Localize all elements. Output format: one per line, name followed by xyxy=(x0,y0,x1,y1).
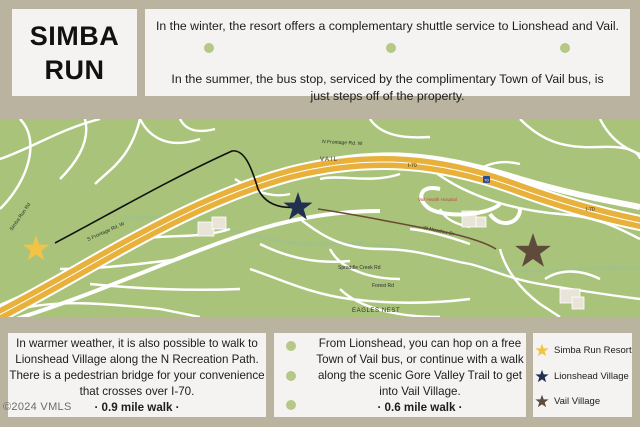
legend-label-lionshead: Lionshead Village xyxy=(554,370,629,382)
star-icon xyxy=(535,369,549,383)
walk-to-lionshead-text: In warmer weather, it is also possible to walk to Lionshead Village along the N Recreation Path. There is a pedestrian bridge for your convenience that crosses over I-70. xyxy=(9,337,265,398)
label-eagles-nest: EAGLES NEST xyxy=(352,308,401,314)
label-frontage-north: N Frontage Rd. W xyxy=(321,139,363,148)
label-forest: Forest Rd xyxy=(372,283,394,289)
map-legend xyxy=(533,333,632,417)
label-left-road: Simba Run Rd xyxy=(8,202,33,233)
legend-item-simba xyxy=(535,343,632,357)
star-icon xyxy=(535,343,549,357)
star-icon xyxy=(535,394,549,408)
label-vail: VAIL xyxy=(320,157,339,163)
bullet-dot xyxy=(560,43,570,53)
legend-item-vail-village xyxy=(535,394,600,408)
bullet-dot xyxy=(204,43,214,53)
label-i70-west: I-70 xyxy=(586,207,595,213)
walk-distance-vail: · 0.6 mile walk · xyxy=(377,401,463,414)
title-line-1: SIMBA xyxy=(29,20,120,51)
label-frontage-south: S Frontage Rd. W xyxy=(86,221,126,243)
title-box xyxy=(12,9,137,96)
label-i70-east: I-70 xyxy=(408,163,417,169)
bullet-dot xyxy=(286,341,296,351)
bullet-dot xyxy=(286,371,296,381)
map-svg xyxy=(0,119,640,317)
watermark: ©2024 VMLS xyxy=(3,401,72,413)
bullet-dot xyxy=(386,43,396,53)
label-meadow-dr: W Meadow Dr xyxy=(422,225,455,238)
bullet-dot xyxy=(286,400,296,410)
summer-bus-text: In the summer, the bus stop, serviced by the complimentary Town of Vail bus, is just steps off of the property. xyxy=(171,72,604,103)
legend-label-simba: Simba Run Resort xyxy=(554,344,632,356)
lionshead-to-vail-panel xyxy=(274,333,526,417)
legend-label-vail-village: Vail Village xyxy=(554,395,601,407)
transport-info-panel xyxy=(145,9,630,103)
title-line-2: RUN xyxy=(44,54,105,85)
lionshead-to-vail-text: From Lionshead, you can hop on a free Town of Vail bus, or continue with a walk along the scenic Gore Valley Trail to get into Vail Village. xyxy=(316,337,524,398)
map-land xyxy=(0,119,640,317)
legend-item-lionshead xyxy=(535,369,629,383)
svg-text:70: 70 xyxy=(484,177,489,183)
walk-distance-lionshead: · 0.9 mile walk · xyxy=(94,401,180,414)
label-spraddle: Spraddle Creek Rd xyxy=(338,265,381,271)
area-map xyxy=(0,119,640,317)
highway-shield-icon xyxy=(483,176,490,183)
winter-shuttle-text: In the winter, the resort offers a complementary shuttle service to Lionshead and Vail. xyxy=(156,19,619,33)
label-medical: Vail Health Hospital xyxy=(418,197,457,202)
